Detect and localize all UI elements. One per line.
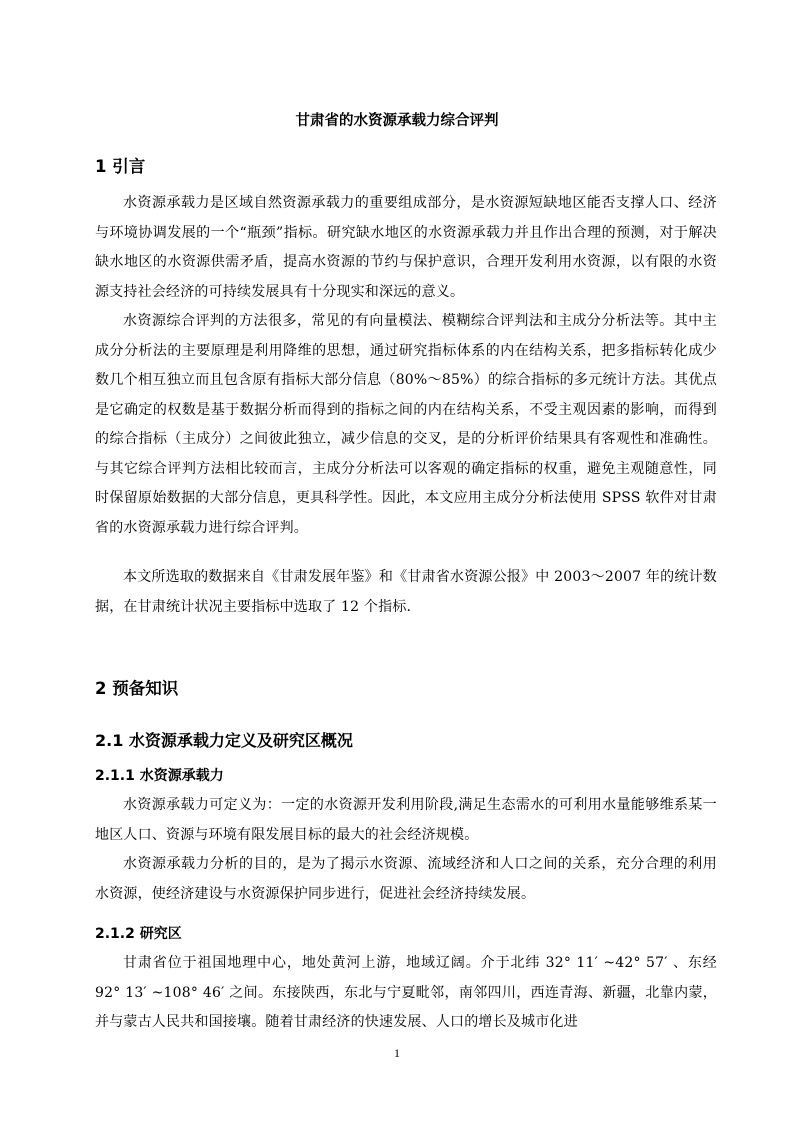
- document-title: 甘肃省的水资源承载力综合评判: [295, 113, 499, 129]
- paragraph-definition-1: 水资源承载力可定义为：一定的水资源开发利用阶段,满足生态需水的可利用水量能够维系某一地区人口、资源与环境有限发展目标的最大的社会经济规模。: [95, 797, 717, 843]
- paragraph-study-area: 甘肃省位于祖国地理中心，地处黄河上游，地域辽阔。介于北纬 32° 11′ ~42° 57′ 、东经 92° 13′ ~108° 46′ 之间。东接陕西，东北与宁夏毗邻，南邻四川，西连青海、新疆，北靠内蒙，并与蒙古人民共和国接壤。随着甘肃经济的快速发展、人口的增长及城市化进: [95, 955, 717, 1030]
- paragraph-intro-2: 水资源综合评判的方法很多，常见的有向量模法、模糊综合评判法和主成分分析法等。其中主成分分析法的主要原理是利用降维的思想，通过研究指标体系的内在结构关系，把多指标转化成少数几个相互独立而且包含原有指标大部分信息（80%～85%）的综合指标的多元统计方法。其优点是它确定的权数是基于数据分析而得到的指标之间的内在结构关系，不受主观因素的影响，而得到的综合指标（主成分）之间彼此独立，减少信息的交叉，是的分析评价结果具有客观性和准确性。与其它综合评判方法相比较而言，主成分分析法可以客观的确定指标的权重，避免主观随意性，同时保留原始数据的大部分信息，更具科学性。因此，本文应用主成分分析法使用 SPSS 软件对甘肃省的水资源承载力进行综合评判。: [95, 313, 717, 536]
- subsubsection-heading-carrying-capacity: 2.1.1 水资源承载力: [95, 768, 224, 784]
- section-heading-preliminaries: 2 预备知识: [95, 679, 179, 698]
- paragraph-definition-2: 水资源承载力分析的目的，是为了揭示水资源、流域经济和人口之间的关系，充分合理的利用水资源，使经济建设与水资源保护同步进行，促进社会经济持续发展。: [95, 856, 717, 902]
- paragraph-intro-1: 水资源承载力是区域自然资源承载力的重要组成部分，是水资源短缺地区能否支撑人口、经济与环境协调发展的一个“瓶颈”指标。研究缺水地区的水资源承载力并且作出合理的预测，对于解决缺水地区的水资源供需矛盾，提高水资源的节约与保护意识，合理开发利用水资源，以有限的水资源支持社会经济的可持续发展具有十分现实和深远的意义。: [95, 195, 717, 300]
- section-heading-introduction: 1 引言: [95, 157, 146, 176]
- page-number: 1: [394, 1046, 400, 1060]
- subsubsection-heading-study-area: 2.1.2 研究区: [95, 926, 182, 942]
- paragraph-intro-3: 本文所选取的数据来自《甘肃发展年鉴》和《甘肃省水资源公报》中 2003～2007 年的统计数据，在甘肃统计状况主要指标中选取了 12 个指标.: [95, 569, 717, 615]
- subsection-heading-definition: 2.1 水资源承载力定义及研究区概况: [95, 731, 353, 750]
